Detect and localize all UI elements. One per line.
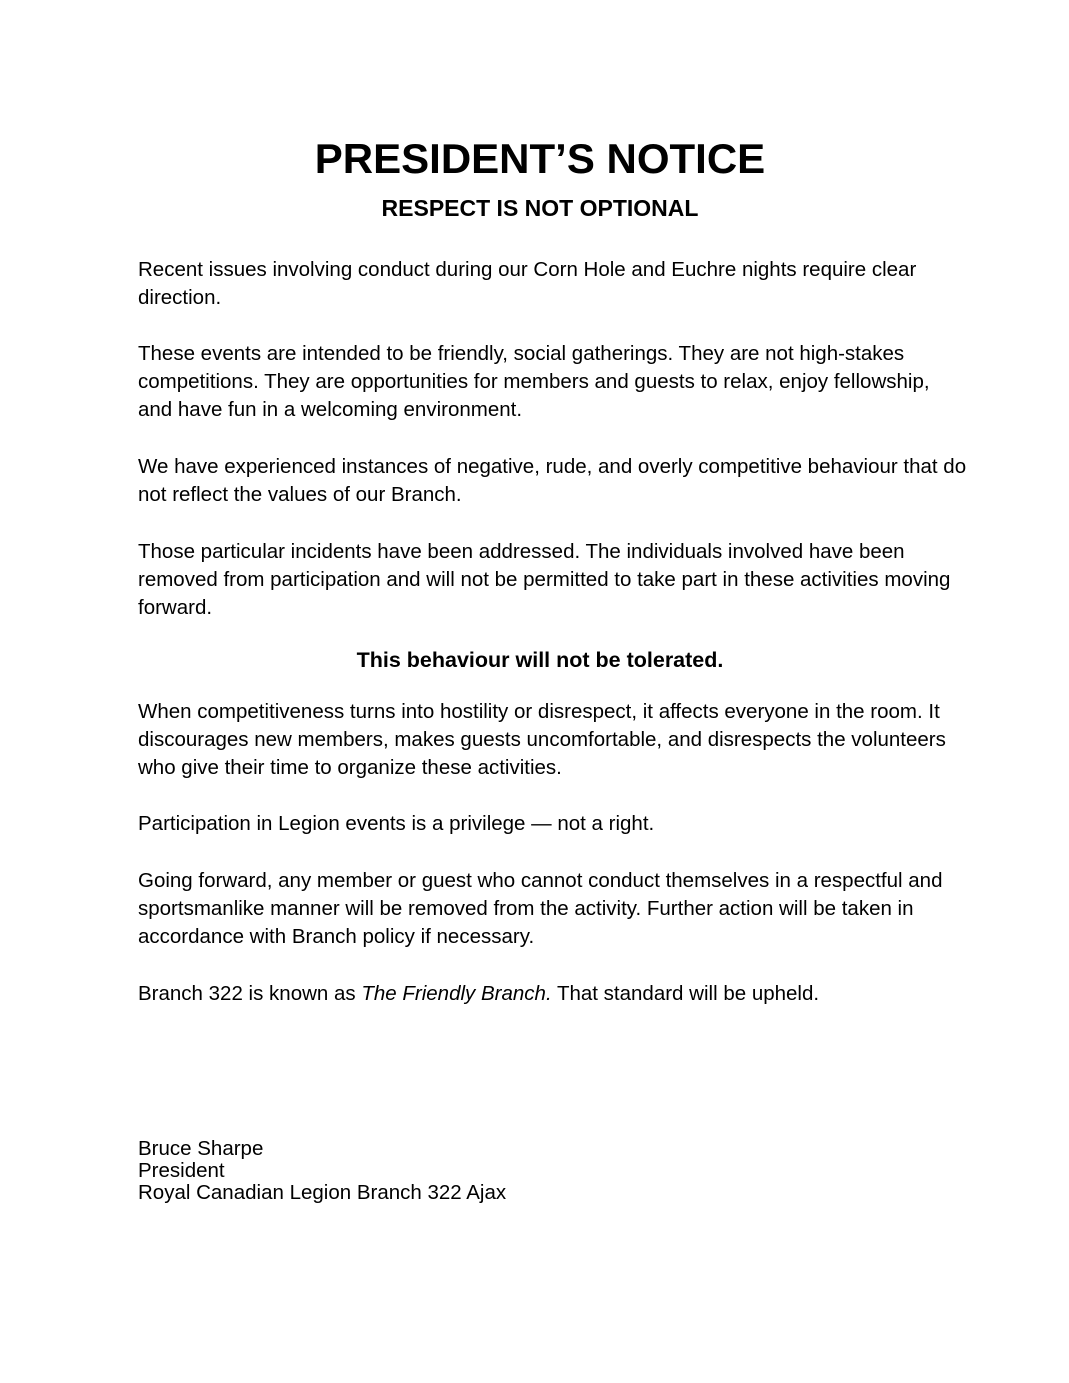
paragraph-6: Participation in Legion events is a privilege — not a right. [138,812,655,835]
paragraph-2: These events are intended to be friendly, social gatherings. They are not high-stakes competitions. They are opportunities for members and guests to relax, enjoy fellowship, and have fun in a welcoming environment. [138,342,930,422]
closing-text-italic: The Friendly Branch. [361,982,552,1005]
signature-role: President [138,1159,225,1182]
paragraph-4: Those particular incidents have been addressed. The individuals involved have been removed from participation and will not be permitted to take part in these activities moving forward. [138,540,951,620]
closing-paragraph [138,980,968,1008]
paragraph-5: When competitiveness turns into hostility or disrespect, it affects everyone in the room. It discourages new members, makes guests uncomfortable, and disrespects the volunteers who give their time to organize these activities. [138,700,946,780]
signature-organization: Royal Canadian Legion Branch 322 Ajax [138,1181,507,1204]
signature-name: Bruce Sharpe [138,1137,264,1160]
paragraph-3: We have experienced instances of negative, rude, and overly competitive behaviour that do not reflect the values of our Branch. [138,455,967,507]
closing-text-after: That standard will be upheld. [551,982,820,1005]
closing-text-before: Branch 322 is known as [138,982,362,1005]
paragraph-7: Going forward, any member or guest who cannot conduct themselves in a respectful and sportsmanlike manner will be removed from the activity. Further action will be taken in accordance with Branch policy if necessary. [138,869,943,949]
emphasis-line: This behaviour will not be tolerated. [356,648,724,672]
notice-title: PRESIDENT’S NOTICE [314,135,766,182]
notice-subtitle: RESPECT IS NOT OPTIONAL [381,195,699,221]
paragraph-1: Recent issues involving conduct during our Corn Hole and Euchre nights require clear direction. [138,258,917,310]
